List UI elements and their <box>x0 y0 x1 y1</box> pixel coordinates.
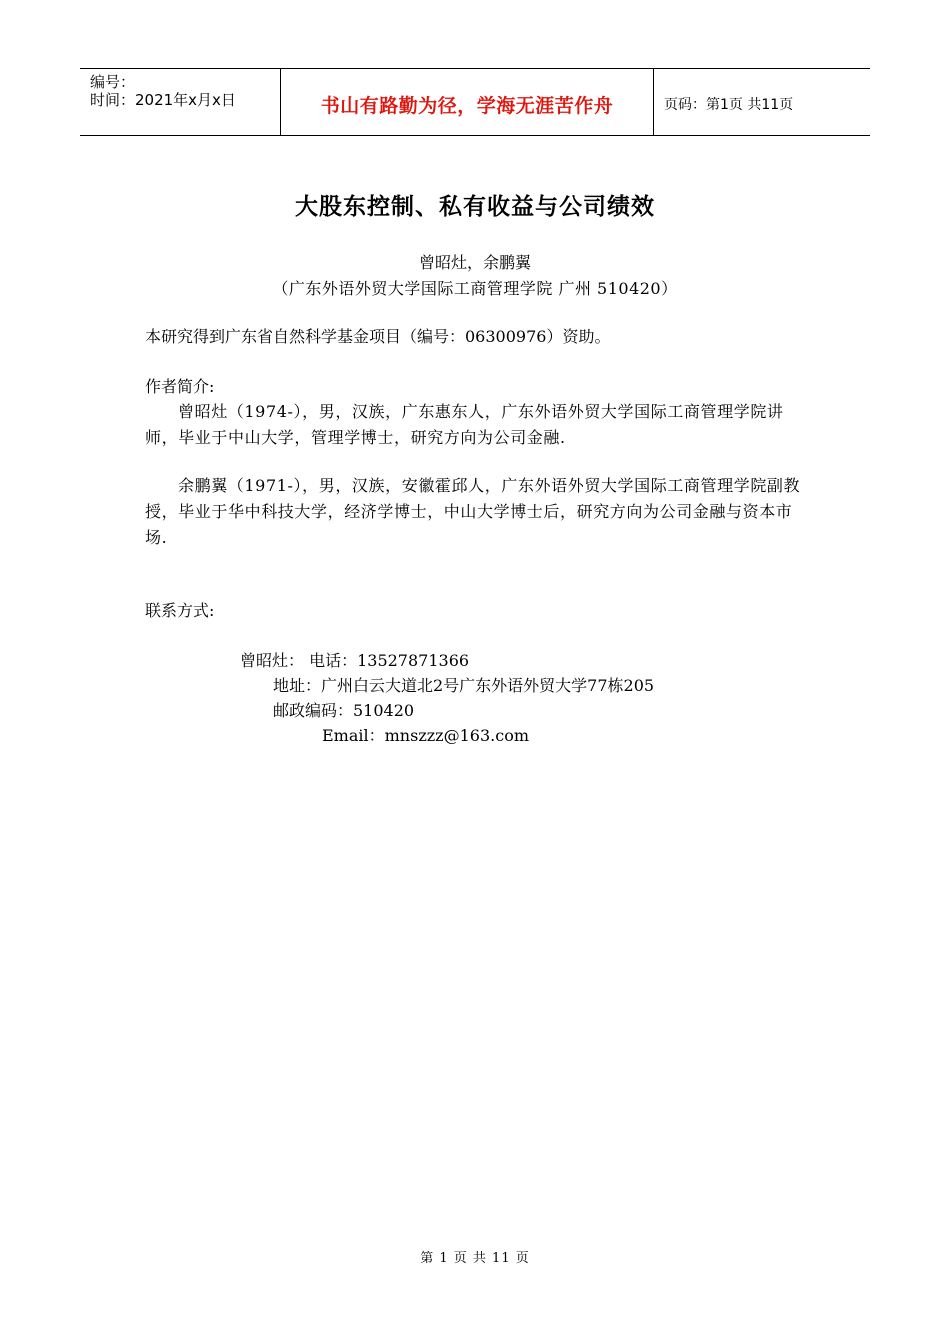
document-number-label: 编号： <box>90 73 136 91</box>
document-affiliation: （广东外语外贸大学国际工商管理学院 广州 510420） <box>272 279 678 298</box>
header-page-cell <box>654 69 870 135</box>
author-bio-2: 余鹏翼（1971-），男，汉族，安徽霍邱人，广东外语外贸大学国际工商管理学院副教授，毕业于华中科技大学，经济学博士，中山大学博士后，研究方向为公司金融与资本市场. <box>145 476 801 547</box>
document-authors: 曾昭灶，余鹏翼 <box>418 253 531 272</box>
header-motto: 书山有路勤为径，学海无涯苦作舟 <box>320 94 614 117</box>
contact-email: Email：mnszzz@163.com <box>322 726 529 745</box>
contact-address: 地址：广州白云大道北2号广东外语外贸大学77栋205 <box>273 676 655 695</box>
header-motto-cell <box>281 69 654 135</box>
author-bio-1: 曾昭灶（1974-），男，汉族，广东惠东人，广东外语外贸大学国际工商管理学院讲师，毕业于中山大学，管理学博士，研究方向为公司金融. <box>145 402 784 447</box>
document-title: 大股东控制、私有收益与公司绩效 <box>295 194 655 220</box>
document-time-label: 时间：2021年x月x日 <box>90 91 236 109</box>
page-footer: 第 1 页 共 11 页 <box>420 1251 530 1266</box>
funding-note: 本研究得到广东省自然科学基金项目（编号：06300976）资助。 <box>145 327 611 346</box>
bio-heading: 作者简介: <box>145 377 215 396</box>
header-meta-cell <box>80 69 281 135</box>
contact-name-phone: 曾昭灶： 电话：13527871366 <box>240 651 470 670</box>
contact-heading: 联系方式: <box>145 601 215 620</box>
header-page-info: 页码：第1页 共11页 <box>664 97 794 113</box>
page-header <box>80 68 870 136</box>
contact-postcode: 邮政编码：510420 <box>273 701 415 720</box>
